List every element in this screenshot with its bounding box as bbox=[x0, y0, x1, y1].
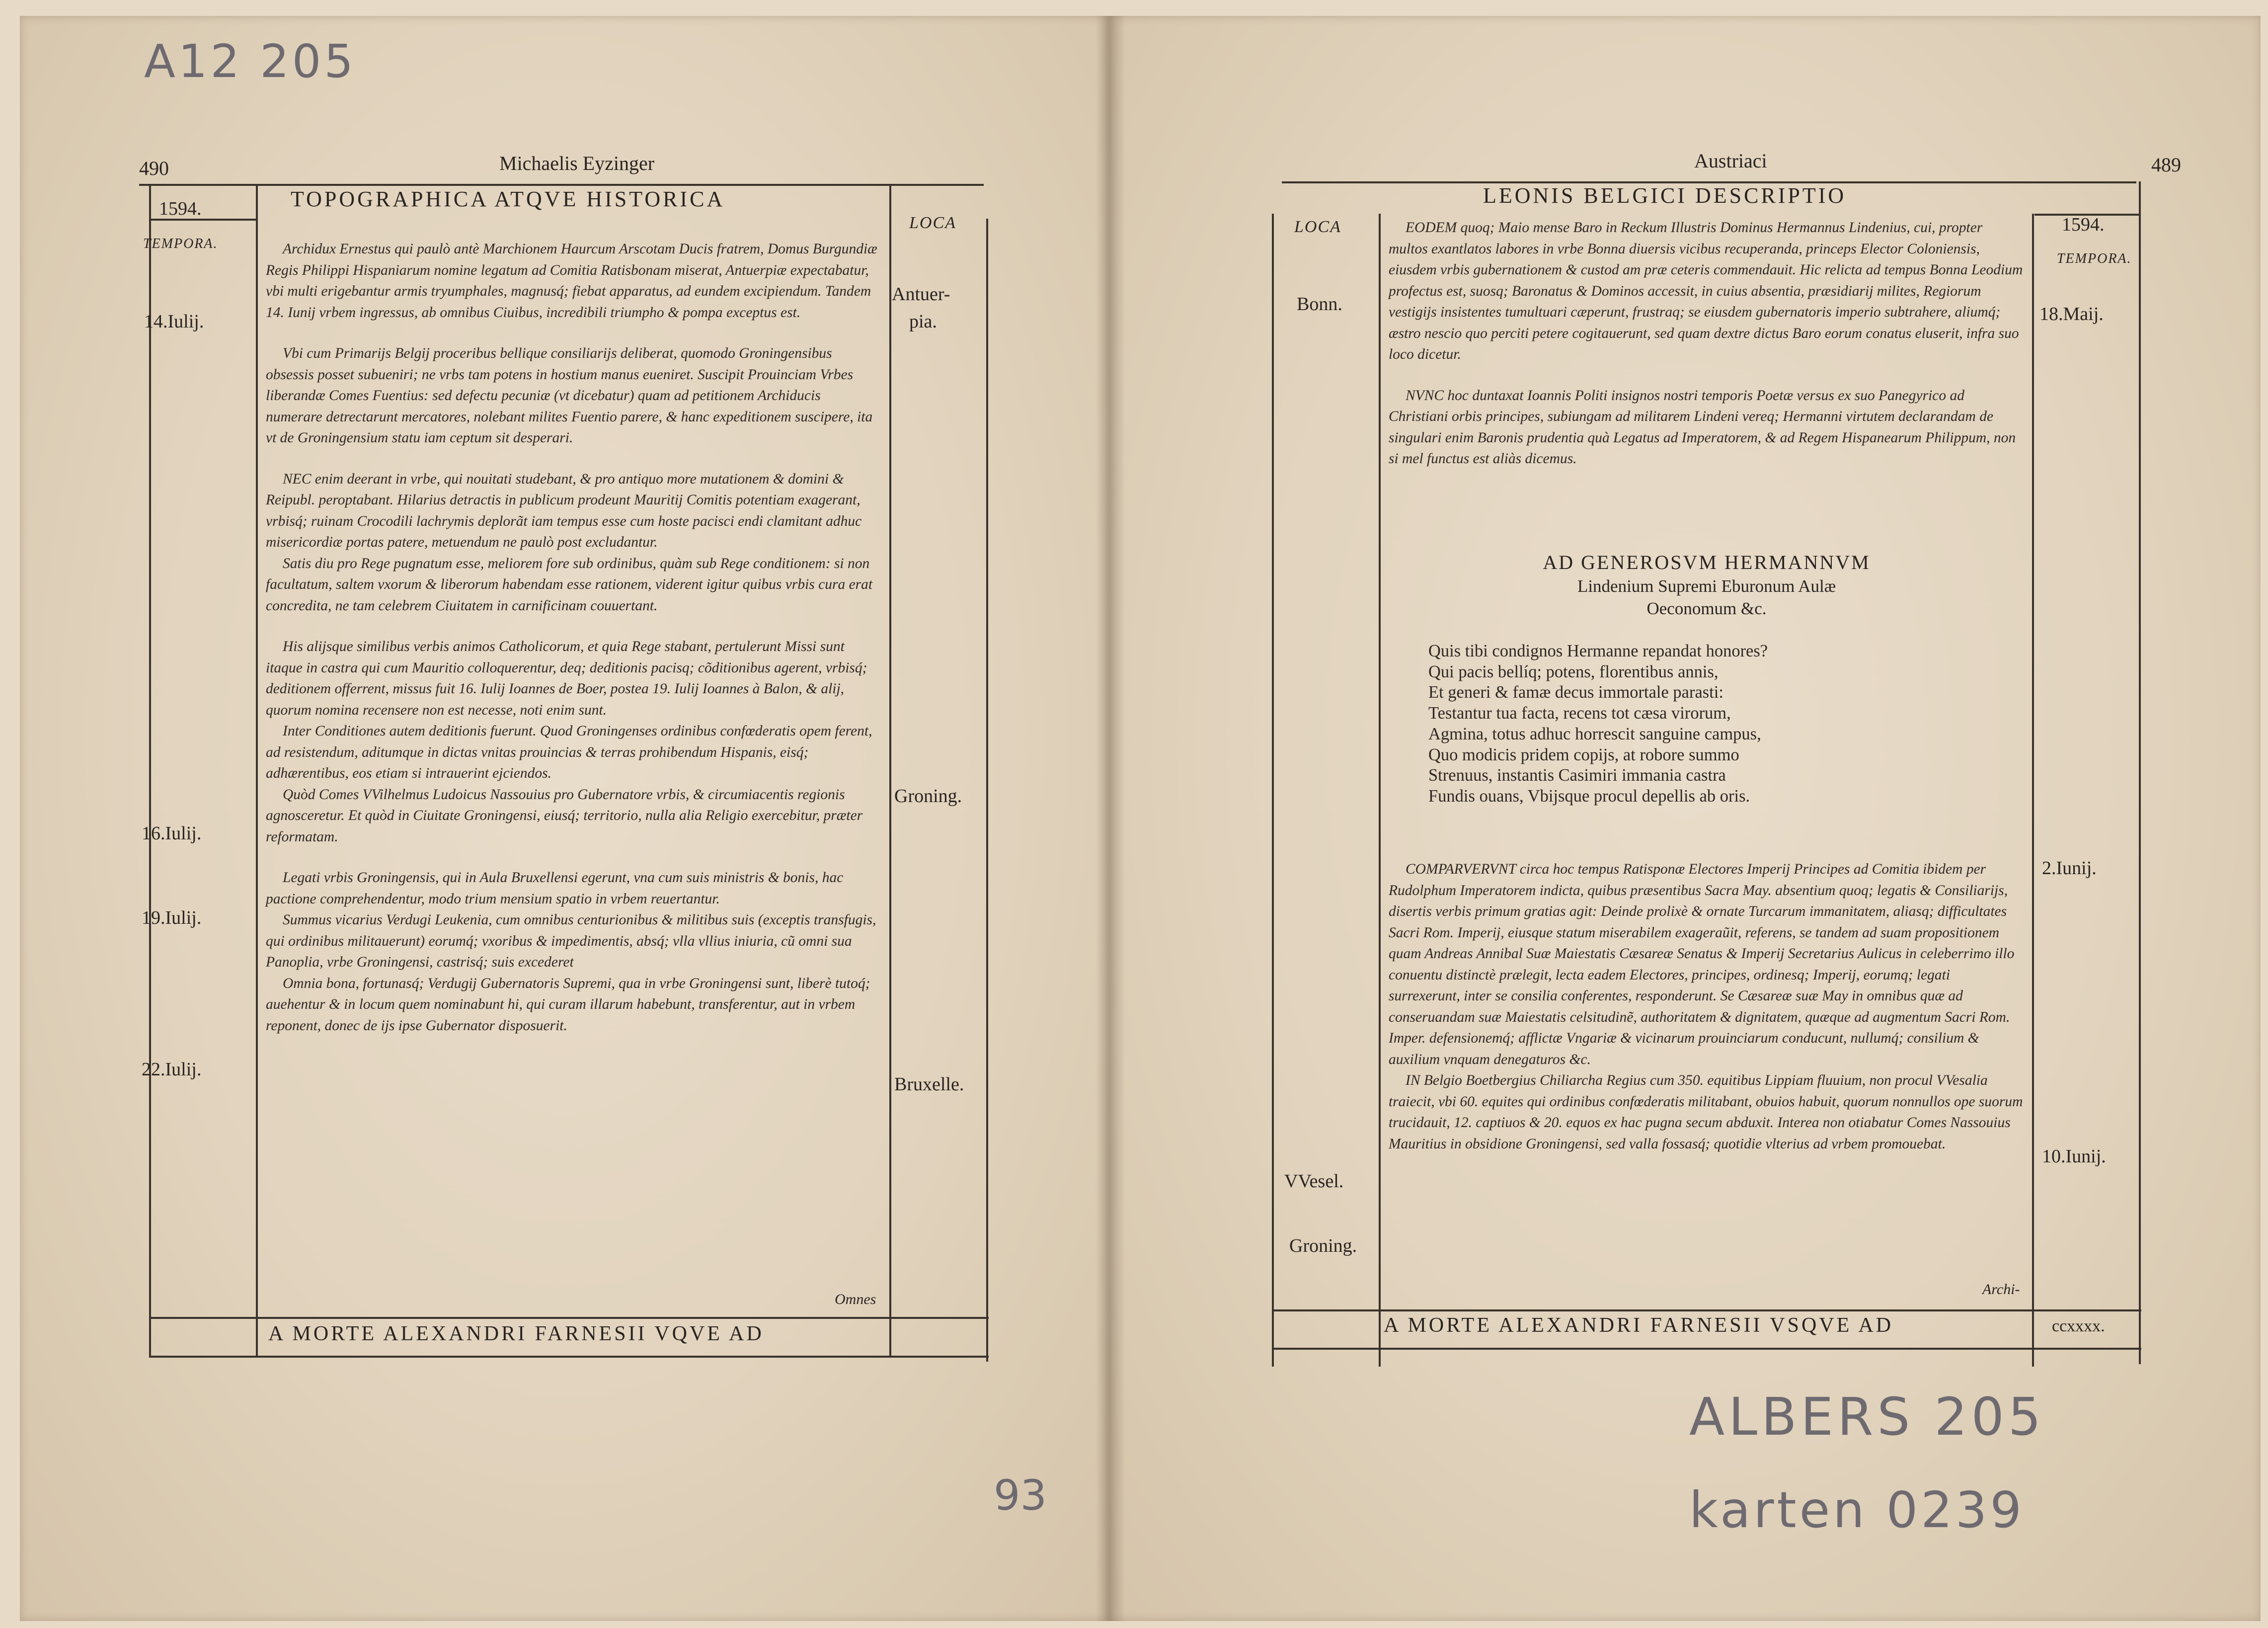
left-paragraph: NEC enim deerant in vrbe, qui nouitati studebant, & pro antiquo more mutationem & domini & Reipubl. peroptabant. Hilarius detractis in publicum prodeunt Mauritij Comitis potentiam exagerant, vrbisq́; ruinam Crocodili lachrymis deplorãt iam tempus esse cum hoste pacisci endi clamitant adhuc misericordiæ portas patere, metuendum ne paulò post excludantur. bbox=[266, 471, 862, 550]
poem-line: Fundis ouans, Vbijsque procul depellis ab oris. bbox=[1428, 786, 1750, 806]
right-frame-outer bbox=[2139, 181, 2141, 1364]
poem-line: Testantur tua facta, recens tot cæsa virorum, bbox=[1428, 704, 1731, 723]
right-body-bottom bbox=[1389, 859, 2025, 1154]
right-bottom-rule bbox=[1272, 1348, 2141, 1350]
left-loca-label: LOCA bbox=[909, 214, 956, 232]
left-place-1b: pia. bbox=[909, 311, 937, 332]
right-place-2: VVesel. bbox=[1284, 1171, 1344, 1192]
left-date-2: 16.Iulij. bbox=[142, 823, 202, 844]
left-date-4: 22.Iulij. bbox=[142, 1059, 202, 1080]
left-top-rule bbox=[139, 184, 984, 186]
left-paragraph: Legati vrbis Groningensis, qui in Aula Bruxellensi egerunt, vna cum suis ministris & bonis, hac pactione comprehendentur, modo trium mensium spatio in vrbem reuertantur. bbox=[266, 870, 844, 907]
left-frame-loca-right bbox=[986, 219, 988, 1362]
left-place-3: Bruxelle. bbox=[894, 1074, 964, 1095]
left-paragraph: Archidux Ernestus qui paulò antè Marchionem Haurcum Arscotam Ducis fratrem, Domus Burgundiæ Regis Philippi Hispaniarum nomine legatum ad Comitia Ratisbonam miserat, Antuerpiæ expectabatur, vbi multi erigebantur armis tryumphales, magnusq́; fiebat apparatus, ad eundem excipiendum. Tandem 14. Iunij vrbem ingressus, ab omnibus Ciuibus, incredibili triumpho & pompa exceptus est. bbox=[266, 241, 877, 321]
left-tempora-label: TEMPORA. bbox=[143, 236, 218, 251]
left-paragraph: Vbi cum Primarijs Belgij proceribus bellique consiliarijs deliberat, quomodo Groningensibus obsessis posset subueniri; ne vrbs tam potens in hostium manus eueniret. Suscipit Prouinciam Vrbes liberandæ Comes Fuentius: sed defectu pecuniæ (vt dicebatur) quam ad petitionem Archiducis numerare detrectarunt mercatores, nolebant milites Fuentio parere, & hanc expeditionem suscipere, ita vt de Groningensium statu iam ceptum sit desperari. bbox=[266, 345, 873, 446]
left-paragraph: His alijsque similibus verbis animos Catholicorum, et quia Rege stabant, pertulerunt Missi sunt itaque in castra qui cum Mauritio colloquerentur, deq; deditionis pacisq; cõditionibus agerent, vrbisq́; deditionem offerrent, missus fuit 16. Iulij Ioannes de Boer, postea 19. Iulij Ioannes à Balon, & alij, quorum nomina recensere non est necesse, noti enim sunt. bbox=[266, 639, 867, 718]
poem-verses bbox=[1428, 641, 1768, 807]
right-running-head: Austriaci bbox=[1694, 150, 1767, 172]
left-body-text bbox=[266, 239, 879, 1036]
archive-note-bottom-center: 93 bbox=[994, 1471, 1047, 1520]
poem-line: Et generi & famæ decus immortale parasti: bbox=[1428, 683, 1723, 702]
left-place-1a: Antuer- bbox=[892, 284, 950, 305]
right-frame-left bbox=[1272, 214, 1274, 1367]
right-date-1: 18.Maij. bbox=[2039, 304, 2104, 325]
right-paragraph: COMPARVERVNT circa hoc tempus Ratisponæ Electores Imperij Principes ad Comitia ibidem per Rudolphum Imperatorem indicta, quibus præsentibus Sacra May. absentium quoq; legatis & Consiliarijs, disertis verbis primum gratias agit: Deinde prolixè & ornate Turcarum immanitatem, aliasq; difficultates Sacri Rom. Imperij, eiusque statum miserabilem exageraũit, referens, se tandem ad suam propositionem quam Andreas Annibal Suæ Maiestatis Cæsareæ Senatus & Imperij Secretarius Aulicus in celeberrimo illo conuentu distinctè prælegit, lecta eadem Electores, principes, ordinesq; Imperij, eorumq; legati surrexerunt, inter se consilia conferentes, responderunt. Se Cæsareæ suæ May in omnibus quæ ad conseruandam suæ Maiestatis celsitudinẽ, authoritatem & dignitatem, quæque ad augmentum Sacri Rom. Imper. defensionemq́; afflictæ Vngariæ & vicinarum prouinciarum conducunt, nullumq́; consilium & auxilium vnquam denegaturos &c. bbox=[1389, 861, 2015, 1067]
right-paragraph: EODEM quoq; Maio mense Baro in Reckum Illustris Dominus Hermannus Lindenius, cui, propter multos exantlatos labores in vrbe Bonna diuersis vicibus recuperanda, princeps Elector Coloniensis, eiusdem vrbis gubernationem & custod am præ ceteris commendauit. Hic relicta ad tempus Bonna Leodium profectus est, suosq; Baronatus & Dominos accessit, in cuius absentia, præsidiarij milites, Regiorum vestigijs insistentes tumultuari cæperunt, frustraq; se eiusdem gubernatoris imperio subtrahere, aliumq́; æstro nescio quo perciti petere cogitauerunt, sed quam dextre dictus Baro eorum conatus eluserit, infra suo loco dicetur. bbox=[1389, 220, 2023, 362]
left-place-2: Groning. bbox=[894, 786, 962, 807]
left-catchword: Omnes bbox=[835, 1291, 876, 1307]
poem-subheading-1: Lindenium Supremi Eburonum Aulæ bbox=[1577, 576, 1836, 596]
poem-line: Strenuus, instantis Casimiri immania castra bbox=[1428, 766, 1726, 785]
right-paragraph: IN Belgio Boetbergius Chiliarcha Regius cum 350. equitibus Lippiam fluuium, non procul VVesalia traiecit, vbi 60. equites qui ordinibus confœderatis militabant, obuios habuit, quorum nonnullos ope suorum trucidauit, 12. captiuos & 20. equos ex hac pugna secum abduxit. Interea non otiabatur Comes Nassouius Mauritius in obsidione Groningensi, sed valla fossasq́; quotidie vlterius ad vrbem promouebat. bbox=[1389, 1072, 2023, 1152]
poem-subheading-2: Oeconomum &c. bbox=[1646, 599, 1767, 618]
left-running-head: Michaelis Eyzinger bbox=[499, 152, 655, 174]
left-date-3: 19.Iulij. bbox=[142, 907, 202, 928]
poem-line: Quo modicis pridem copijs, at robore summo bbox=[1428, 745, 1739, 764]
left-frame-outer bbox=[149, 184, 151, 1357]
left-paragraph: Inter Conditiones autem deditionis fuerunt. Quod Groningenses ordinibus confœderatis opem ferent, ad resistendum, aditumque in dictas vnitas prouincias & terras prohibendum Hispanis, eisq́; adhærentibus, eos etiam si intrauerint ejciendos. bbox=[266, 723, 872, 781]
left-frame-text-right bbox=[889, 184, 891, 1357]
archive-note-bottom-right-2: karten 0239 bbox=[1689, 1481, 2025, 1539]
right-place-3: Groning. bbox=[1289, 1235, 1357, 1256]
right-loca-label: LOCA bbox=[1294, 218, 1341, 236]
right-tempora-label: TEMPORA. bbox=[2057, 251, 2132, 266]
right-footer-folio: ccxxxx. bbox=[2052, 1317, 2105, 1335]
left-date-1: 14.Iulij. bbox=[144, 311, 204, 332]
archive-note-bottom-right-1: ALBERS 205 bbox=[1689, 1386, 2045, 1447]
left-frame-text-left bbox=[256, 184, 258, 1357]
left-paragraph: Quòd Comes VVilhelmus Ludoicus Nassouius pro Gubernatore vrbis, & circumiacentis regionis agnosceretur. Et quòd in Ciuitate Groningensi, eiusq́; territorio, nulla alia Religio exercebitur, præter reformatam. bbox=[266, 786, 863, 845]
left-paragraph: Omnia bona, fortunasq́; Verdugij Gubernatoris Supremi, qua in vrbe Groningensi sunt, liberè tutoq́; auehentur & in locum quem nominabunt hi, qui curam illarum habebunt, transferentur, aut in vrbem reponent, donec de ijs ipse Gubernator disposuerit. bbox=[266, 975, 870, 1034]
right-footer: A MORTE ALEXANDRI FARNESII VSQVE AD bbox=[1384, 1314, 1894, 1337]
left-page-number: 490 bbox=[139, 157, 169, 179]
poem-line: Quis tibi condignos Hermanne repandat honores? bbox=[1428, 642, 1768, 660]
right-date-2: 2.Iunij. bbox=[2042, 858, 2097, 879]
left-year: 1594. bbox=[159, 198, 202, 219]
poem-line: Agmina, totus adhuc horrescit sanguine campus, bbox=[1428, 724, 1761, 743]
right-footer-rule bbox=[1272, 1309, 2141, 1311]
archive-note-top-left: A12 205 bbox=[144, 35, 356, 88]
poem-heading: AD GENEROSVM HERMANNVM bbox=[1543, 551, 1871, 573]
left-footer-rule bbox=[149, 1317, 989, 1319]
right-frame-text-right bbox=[2032, 214, 2034, 1367]
left-bottom-rule bbox=[149, 1356, 989, 1358]
right-place-1: Bonn. bbox=[1297, 294, 1342, 315]
right-year: 1594. bbox=[2062, 214, 2105, 235]
right-page-number: 489 bbox=[2151, 154, 2181, 176]
poem-line: Qui pacis bellíq; potens, florentibus annis, bbox=[1428, 662, 1719, 681]
right-catchword: Archi- bbox=[1982, 1281, 2020, 1298]
right-page-title: LEONIS BELGICI DESCRIPTIO bbox=[1483, 183, 1847, 208]
right-frame-loca-right bbox=[1379, 214, 1381, 1367]
left-paragraph: Satis diu pro Rege pugnatum esse, meliorem fore sub ordinibus, quàm sub Rege conditionem: si non facultatum, saltem vxorum & liberorum habendam esse rationem, viderent igitur quibus vrbis cura erat concredita, ne tam celebrem Ciuitatem in carnificinam couuertant. bbox=[266, 555, 873, 614]
left-page-title: TOPOGRAPHICA ATQVE HISTORICA bbox=[291, 187, 725, 211]
book-gutter bbox=[1095, 16, 1125, 1621]
left-footer: A MORTE ALEXANDRI FARNESII VQVE AD bbox=[268, 1322, 764, 1345]
right-body-top bbox=[1389, 217, 2025, 470]
right-paragraph: NVNC hoc duntaxat Ioannis Politi insignos nostri temporis Poetæ versus ex suo Panegyrico ad Christiani orbis principes, subiungam ad militarem Lindeni vereq; Hermanni virtutem declarandam de singulari enim Baronis prudentia quà Legatus ad Imperatorem, & ad Regem Hispanearum Philippum, non si mel functus est aliàs dicemus. bbox=[1389, 387, 2016, 467]
right-date-3: 10.Iunij. bbox=[2042, 1146, 2106, 1167]
left-paragraph: Summus vicarius Verdugi Leukenia, cum omnibus centurionibus & militibus suis (exceptis transfugis, qui ordinibus militauerunt) eorumq́; vxoribus & impedimentis, absq́; vlla vllius iniuria, cũ omni sua Panoplia, vrbe Groningensi, castrisq́; suis excederet bbox=[266, 912, 876, 970]
